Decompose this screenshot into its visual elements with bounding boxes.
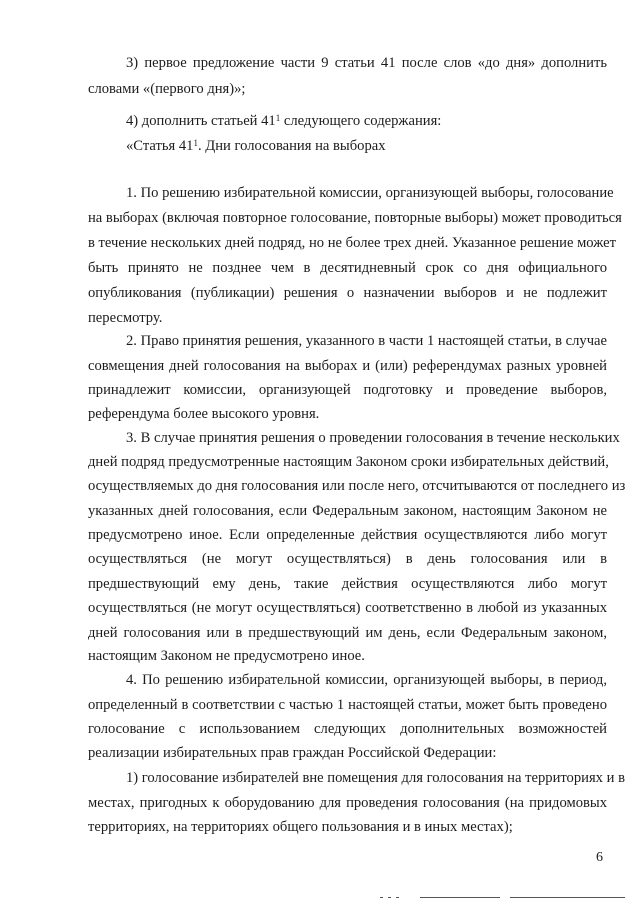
text-span: голосование с использованием следующих дополнительных возможностей [88,721,607,737]
text-line [88,356,607,376]
text-span: осуществляться (не могут осуществляться) в день голосования или в [88,551,607,567]
superscript: 1 [275,113,281,123]
text-span: определенный в соответствии с частью 1 настоящей статьи, может быть проведено [88,697,607,713]
text-span: реализации избирательных прав граждан Российской Федерации: [88,745,497,761]
text-span: пересмотру. [88,310,163,326]
text-line [126,53,607,73]
text-span: осуществляемых до дня голосования или после него, отсчитываются от последнего из [88,478,626,494]
text-span: дней подряд предусмотренные настоящим Законом сроки избирательных действий, [88,454,609,470]
text-span: на выборах (включая повторное голосование, повторные выборы) может проводиться [88,210,622,226]
superscript: 1 [193,138,198,148]
text-line [88,404,607,424]
text-span: 2. Право принятия решения, указанного в части 1 настоящей статьи, в случае [126,333,607,349]
text-span: дней голосования или в предшествующий им день, если Федеральным законом, [88,625,607,641]
text-span: совмещения дней голосования на выборах и (или) референдумах разных уровней [88,358,607,374]
text-line [126,111,607,131]
text-span: следующего содержания: [280,113,442,129]
text-span: референдума более высокого уровня. [88,406,320,422]
text-span: местах, пригодных к оборудованию для проведения голосования (на придомовых [88,795,607,811]
text-span: 1. По решению избирательной комиссии, организующей выборы, голосование [126,185,614,201]
text-line [88,258,607,278]
text-line [88,574,607,594]
text-span: . Дни голосования на выборах [197,138,386,154]
text-line [88,525,607,545]
text-span: 4) дополнить статьей 41 [126,113,276,129]
text-line [88,623,607,643]
text-span: 3) первое предложение части 9 статьи 41 после слов «до дня» дополнить [126,55,607,71]
text-span: территориях, на территориях общего пользования и в иных местах); [88,819,513,835]
text-line [88,598,607,618]
text-line [126,428,620,448]
text-line [88,793,607,813]
text-span: опубликования (публикации) решения о назначении выборов и не подлежит [88,285,607,301]
text-line [88,646,607,666]
text-span: в течение нескольких дней подряд, но не более трех дней. Указанное решение может [88,235,616,251]
text-line [88,476,626,496]
text-span: предусмотрено иное. Если определенные действия осуществляются либо могут [88,527,607,543]
text-line [88,79,607,99]
text-span: осуществляться (не могут осуществляться) соответственно в любой из указанных [88,600,607,616]
text-line [126,331,607,351]
text-line [88,380,607,400]
text-line [88,452,607,472]
text-line [88,817,607,837]
text-line [126,136,607,156]
text-span: быть принято не позднее чем в десятидневный срок со дня официального [88,260,607,276]
text-span: 3. В случае принятия решения о проведении голосования в течение нескольких [126,430,620,446]
text-line [88,208,622,228]
text-line [88,308,607,328]
text-line [126,183,614,203]
text-line [88,743,607,763]
text-span: предшествующий ему день, такие действия осуществляются либо могут [88,576,607,592]
text-line [88,283,607,303]
text-span: 4. По решению избирательной комиссии, организующей выборы, в период, [126,672,607,688]
text-span: указанных дней голосования, если Федеральным законом, настоящим Законом не [88,503,607,519]
text-span: принадлежит комиссии, организующей подготовку и проведение выборов, [88,382,607,398]
text-line [88,719,607,739]
footer-scan-marks [380,897,630,898]
text-line [88,549,607,569]
text-line [126,768,625,788]
text-span: настоящим Законом не предусмотрено иное. [88,648,365,664]
text-line [88,695,607,715]
text-line [88,501,607,521]
page-number: 6 [596,850,603,865]
text-span: словами «(первого дня)»; [88,81,246,97]
text-line [88,233,616,253]
text-span: «Статья 41 [126,138,194,154]
text-span: 1) голосование избирателей вне помещения для голосования на территориях и в [126,770,625,786]
text-line [126,670,607,690]
